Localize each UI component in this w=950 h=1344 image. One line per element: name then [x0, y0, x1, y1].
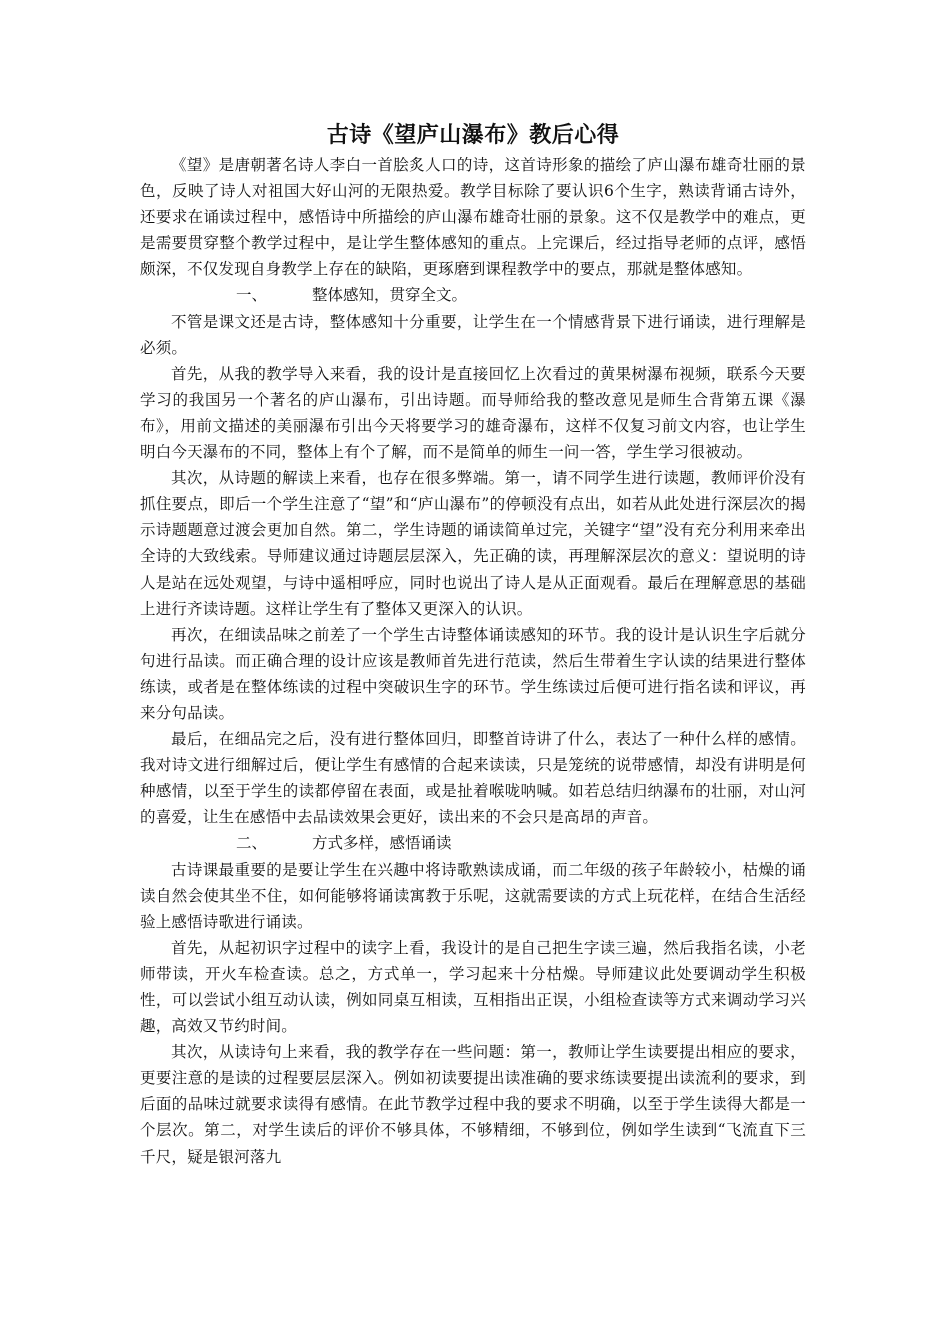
paragraph: 其次，从诗题的解读上来看，也存在很多弊端。第一，请不同学生进行读题，教师评价没有抓住要点，即后一个学生注意了“望”和“庐山瀑布”的停顿没有点出，如若从此处进行深层次的揭示诗题题意过渡会更加自然。第二，学生诗题的诵读简单过完，关键字“望”没有充分利用来牵出全诗的大致线索。导师建议通过诗题层层深入，先正确的读，再理解深层次的意义：望说明的诗人是站在远处观望，与诗中遥相呼应，同时也说出了诗人是从正面观看。最后在理解意思的基础上进行齐读诗题。这样让学生有了整体又更深入的认识。 — [140, 469, 806, 618]
document-title: 古诗《望庐山瀑布》教后心得 — [326, 122, 620, 148]
paragraph: 其次，从读诗句上来看，我的教学存在一些问题：第一，教师让学生读要提出相应的要求，更要注意的是读的过程要层层深入。例如初读要提出读准确的要求练读要提出读流利的要求，到后面的品味过就要求读得有感情。在此节教学过程中我的要求不明确，以至于学生读得大都是一个层次。第二，对学生读后的评价不够具体，不够精细，不够到位，例如学生读到“飞流直下三千尺，疑是银河落九 — [140, 1043, 806, 1166]
intro-paragraph: 《望》是唐朝著名诗人李白一首脍炙人口的诗，这首诗形象的描绘了庐山瀑布雄奇壮丽的景色，反映了诗人对祖国大好山河的无限热爱。教学目标除了要认识6个生字，熟读背诵古诗外，还要求在诵读过程中，感悟诗中所描绘的庐山瀑布雄奇壮丽的景象。这不仅是教学中的难点，更是需要贯穿整个教学过程中，是让学生整体感知的重点。上完课后，经过指导老师的点评，感悟颇深，不仅发现自身教学上存在的缺陷，更琢磨到课程教学中的要点，那就是整体感知。 — [140, 156, 806, 279]
paragraph: 最后，在细品完之后，没有进行整体回归，即整首诗讲了什么，表达了一种什么样的感情。我对诗文进行细解过后，便让学生有感情的合起来读读，只是笼统的说带感情，却没有讲明是何种感情，以至于学生的读都停留在表面，或是扯着喉咙呐喊。如若总结归纳瀑布的壮丽，对山河的喜爱，让生在感悟中去品读效果会更好，读出来的不会只是高昂的声音。 — [140, 730, 806, 827]
paragraph: 古诗课最重要的是要让学生在兴趣中将诗歌熟读成诵，而二年级的孩子年龄较小，枯燥的诵读自然会使其坐不住，如何能够将诵读寓教于乐呢，这就需要读的方式上玩花样，在结合生活经验上感悟诗歌进行诵读。 — [140, 860, 806, 931]
section-number-2: 二、 — [236, 834, 268, 853]
paragraph: 不管是课文还是古诗，整体感知十分重要，让学生在一个情感背景下进行诵读，进行理解是必须。 — [140, 312, 806, 357]
document-body — [140, 118, 806, 1170]
section-title-2: 方式多样，感悟诵读 — [312, 834, 452, 853]
section-title-1: 整体感知，贯穿全文。 — [312, 286, 468, 305]
paragraph: 首先，从我的教学导入来看，我的设计是直接回忆上次看过的黄果树瀑布视频，联系今天要学习的我国另一个著名的庐山瀑布，引出诗题。而导师给我的整改意见是师生合背第五课《瀑布》，用前文描述的美丽瀑布引出今天将要学习的雄奇瀑布，这样不仅复习前文内容，也让学生明白今天瀑布的不同，整体上有个了解，而不是简单的师生一问一答，学生学习很被动。 — [140, 364, 806, 462]
section-heading-1 — [140, 282, 806, 308]
paragraph: 首先，从起初识字过程中的读字上看，我设计的是自己把生字读三遍，然后我指名读，小老师带读，开火车检查读。总之，方式单一，学习起来十分枯燥。导师建议此处要调动学生积极性，可以尝试小组互动认读，例如同桌互相读，互相指出正误，小组检查读等方式来调动学习兴趣，高效又节约时间。 — [140, 938, 806, 1036]
paragraph: 再次，在细读品味之前差了一个学生古诗整体诵读感知的环节。我的设计是认识生字后就分句进行品读。而正确合理的设计应该是教师首先进行范读，然后生带着生字认读的结果进行整体练读，或者是在整体练读的过程中突破识生字的环节。学生练读过后便可进行指名读和评议，再来分句品读。 — [140, 625, 806, 722]
section-heading-2 — [140, 830, 806, 856]
section-number-1: 一、 — [236, 286, 268, 305]
